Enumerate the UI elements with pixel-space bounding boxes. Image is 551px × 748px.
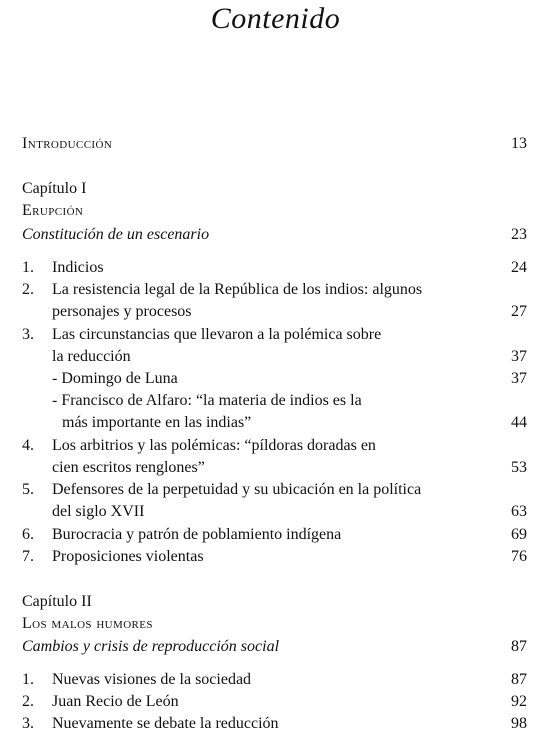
toc-subentry-francisco-de-alfaro[interactable] [22, 390, 527, 412]
chapter-2-label [22, 591, 527, 613]
toc-page-number: 13 [511, 135, 527, 152]
toc-page-number: 87 [511, 671, 527, 688]
toc-entry-2-1[interactable] [22, 669, 527, 691]
item-text: Proposiciones violentas [52, 548, 204, 565]
toc-entry-1-5[interactable] [22, 479, 527, 501]
toc-entry-1-2[interactable] [22, 279, 527, 301]
item-text: Juan Recio de León [52, 693, 179, 710]
item-number: 6. [22, 526, 34, 543]
item-number: 4. [22, 437, 34, 454]
toc-page-number: 27 [511, 303, 527, 320]
toc-entry-1-3-cont[interactable] [22, 346, 527, 368]
chapter-1-label [22, 178, 527, 200]
toc-page-number: 69 [511, 526, 527, 543]
subitem-text: - Domingo de Luna [52, 370, 178, 387]
chapter-label: Capítulo I [22, 180, 87, 197]
toc-page-number: 92 [511, 693, 527, 710]
toc-entry-1-1[interactable] [22, 257, 527, 279]
toc-page-number: 76 [511, 548, 527, 565]
toc-page-number: 37 [511, 348, 527, 365]
chapter-subtitle: Constitución de un escenario [22, 226, 210, 243]
toc-entry-label: Introducción [22, 135, 113, 152]
item-text: Burocracia y patrón de poblamiento indígena [52, 526, 342, 543]
toc-entry-1-7[interactable] [22, 546, 527, 568]
toc-entry-introduction[interactable] [22, 133, 527, 155]
item-number: 2. [22, 281, 34, 298]
item-number: 5. [22, 481, 34, 498]
item-text: Nuevamente se debate la reducción [52, 715, 279, 732]
page-title: Contenido [210, 2, 341, 35]
toc-subentry-francisco-de-alfaro-cont[interactable] [22, 412, 527, 434]
toc-page-number: 53 [511, 459, 527, 476]
item-text: Los arbitrios y las polémicas: “píldoras doradas en [52, 437, 376, 454]
item-number: 3. [22, 326, 34, 343]
subitem-text: más importante en las indias” [62, 414, 252, 431]
toc-entry-chapter-1[interactable] [22, 224, 527, 246]
item-text: personajes y procesos [52, 303, 192, 320]
toc-page-number: 98 [511, 715, 527, 732]
item-text: cien escritos renglones” [52, 459, 205, 476]
toc-subentry-domingo-de-luna[interactable] [22, 368, 527, 390]
item-text: la reducción [52, 348, 131, 365]
chapter-title: Los malos humores [22, 615, 153, 632]
toc-page-number: 37 [511, 370, 527, 387]
toc-entry-1-6[interactable] [22, 524, 527, 546]
chapter-title: Erupción [22, 202, 84, 219]
item-number: 7. [22, 548, 34, 565]
toc-entry-1-3[interactable] [22, 324, 527, 346]
chapter-1-title [22, 200, 527, 222]
toc-entry-1-4[interactable] [22, 435, 527, 457]
toc-entry-chapter-2[interactable] [22, 636, 527, 658]
toc-page-number: 23 [511, 226, 527, 243]
item-text: La resistencia legal de la República de los indios: algunos [52, 281, 423, 298]
subitem-text: - Francisco de Alfaro: “la materia de indios es la [52, 392, 362, 409]
item-text: del siglo XVII [52, 503, 145, 520]
toc-entry-2-3[interactable] [22, 713, 527, 735]
item-number: 1. [22, 259, 34, 276]
toc-page-number: 44 [511, 414, 527, 431]
chapter-subtitle: Cambios y crisis de reproducción social [22, 638, 280, 655]
toc-entry-2-2[interactable] [22, 691, 527, 713]
toc-page-number: 63 [511, 503, 527, 520]
item-text: Nuevas visiones de la sociedad [52, 671, 252, 688]
toc-entry-1-4-cont[interactable] [22, 457, 527, 479]
chapter-label: Capítulo II [22, 593, 92, 610]
item-text: Defensores de la perpetuidad y su ubicación en la política [52, 481, 422, 498]
item-number: 3. [22, 715, 34, 732]
item-number: 1. [22, 671, 34, 688]
item-text: Las circunstancias que llevaron a la polémica sobre [52, 326, 382, 343]
chapter-2-title [22, 613, 527, 635]
toc-entry-1-5-cont[interactable] [22, 501, 527, 523]
item-text: Indicios [52, 259, 104, 276]
item-number: 2. [22, 693, 34, 710]
toc-page-number: 24 [511, 259, 527, 276]
toc-page-number: 87 [511, 638, 527, 655]
toc-entry-1-2-cont[interactable] [22, 301, 527, 323]
